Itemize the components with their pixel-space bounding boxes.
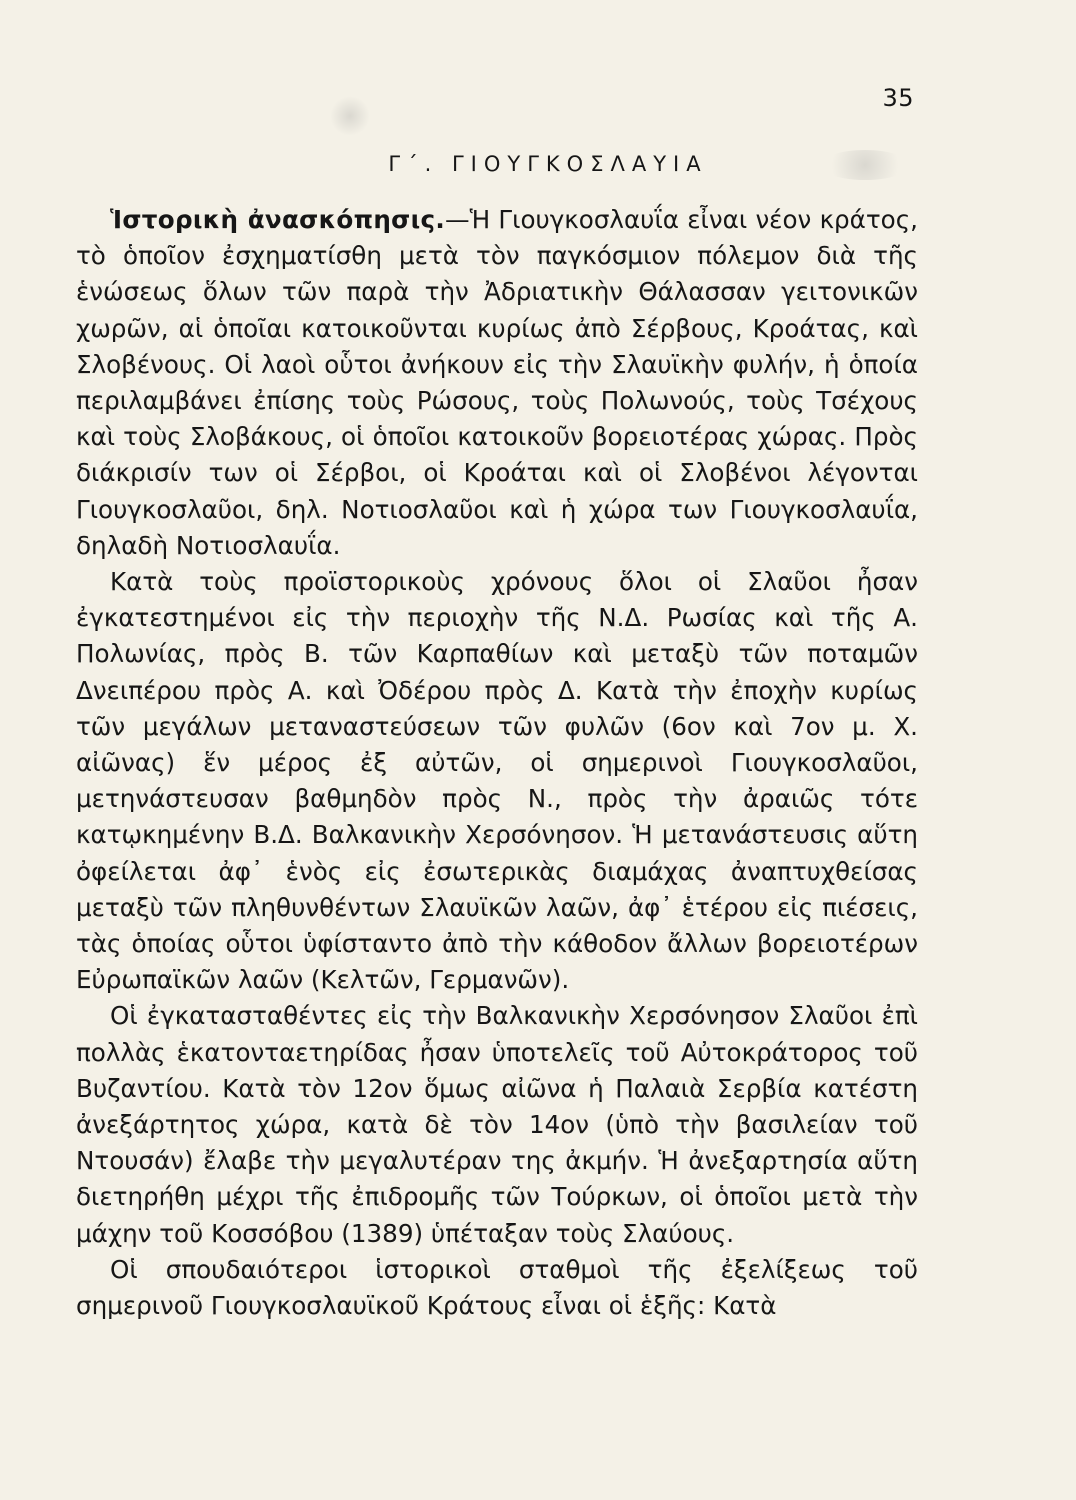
page-number: 35 <box>882 84 914 112</box>
paragraph <box>76 202 918 564</box>
paragraph-text: —Ἡ Γιουγκοσλαυΐα εἶναι νέον κράτος, τὸ ὁποῖον ἐσχηματίσθη μετὰ τὸν παγκόσμιον πόλεμον διὰ τῆς ἑνώσεως ὅλων τῶν παρὰ τὴν Ἀδριατικὴν Θάλασσαν γειτονικῶν χωρῶν, αἱ ὁποῖαι κατοικοῦνται κυρίως ἀπὸ Σέρβους, Κροάτας, καὶ Σλοβένους. Οἱ λαοὶ οὗτοι ἀνήκουν εἰς τὴν Σλαυϊκὴν φυλήν, ἡ ὁποία περιλαμβάνει ἐπίσης τοὺς Ρώσους, τοὺς Πολωνούς, τοὺς Τσέχους καὶ τοὺς Σλοβάκους, οἱ ὁποῖοι κατοικοῦν βορειοτέρας χώρας. Πρὸς διάκρισίν των οἱ Σέρβοι, οἱ Κροάται καὶ οἱ Σλοβένοι λέγονται Γιουγκοσλαῦοι, δηλ. Νοτιοσλαῦοι καὶ ἡ χώρα των Γιουγκοσλαυΐα, δηλαδὴ Νοτιοσλαυΐα. <box>76 205 918 560</box>
paragraph: Οἱ ἐγκατασταθέντες εἰς τὴν Βαλκανικὴν Χερσόνησον Σλαῦοι ἐπὶ πολλὰς ἑκατονταετηρίδας ἦσαν ὑποτελεῖς τοῦ Αὐτοκράτορος τοῦ Βυζαντίου. Κατὰ τὸν 12ον ὅμως αἰῶνα ἡ Παλαιὰ Σερβία κατέστη ἀνεξάρτητος χώρα, κατὰ δὲ τὸν 14ον (ὑπὸ τὴν βασιλείαν τοῦ Ντουσάν) ἔλαβε τὴν μεγαλυτέραν της ἀκμήν. Ἡ ἀνεξαρτησία αὕτη διετηρήθη μέχρι τῆς ἐπιδρομῆς τῶν Τούρκων, οἱ ὁποῖοι μετὰ τὴν μάχην τοῦ Κοσσόβου (1389) ὑπέταξαν τοὺς Σλαύους. <box>76 1001 918 1248</box>
paragraph: Κατὰ τοὺς προϊστορικοὺς χρόνους ὅλοι οἱ Σλαῦοι ἦσαν ἐγκατεστημένοι εἰς τὴν περιοχὴν τῆς Ν.Δ. Ρωσίας καὶ τῆς Α. Πολωνίας, πρὸς Β. τῶν Καρπαθίων καὶ μεταξὺ τῶν ποταμῶν Δνειπέρου πρὸς Α. καὶ Ὀδέρου πρὸς Δ. Κατὰ τὴν ἐποχὴν κυρίως τῶν μεγάλων μεταναστεύσεων τῶν φυλῶν (6ον καὶ 7ον μ. Χ. αἰῶνας) ἕν μέρος ἐξ αὐτῶν, οἱ σημερινοὶ Γιουγκοσλαῦοι, μετηνάστευσαν βαθμηδὸν πρὸς Ν., πρὸς τὴν ἀραιῶς τότε κατῳκημένην Β.Δ. Βαλκανικὴν Χερσόνησον. Ἡ μετανάστευσις αὕτη ὀφείλεται ἀφ᾽ ἑνὸς εἰς ἐσωτερικὰς διαμάχας ἀναπτυχθείσας μεταξὺ τῶν πληθυνθέντων Σλαυϊκῶν λαῶν, ἀφ᾽ ἑτέρου εἰς πιέσεις, τὰς ὁποίας οὗτοι ὑφίσταντο ἀπὸ τὴν κάθοδον ἄλλων βορειοτέρων Εὐρωπαϊκῶν λαῶν (Κελτῶν, Γερμανῶν). <box>76 567 918 995</box>
page-smudge <box>330 96 370 136</box>
paragraph: Οἱ σπουδαιότεροι ἱστορικοὶ σταθμοὶ τῆς ἐξελίξεως τοῦ σημερινοῦ Γιουγκοσλαυϊκοῦ Κράτους εἶναι οἱ ἑξῆς: Κατὰ <box>76 1254 918 1321</box>
body-text <box>76 202 918 1324</box>
section-title: Ἱστορικὴ ἀνασκόπησις. <box>110 205 445 234</box>
chapter-heading: Γ΄. ΓΙΟΥΓΚΟΣΛΑΥΙΑ <box>388 152 708 176</box>
